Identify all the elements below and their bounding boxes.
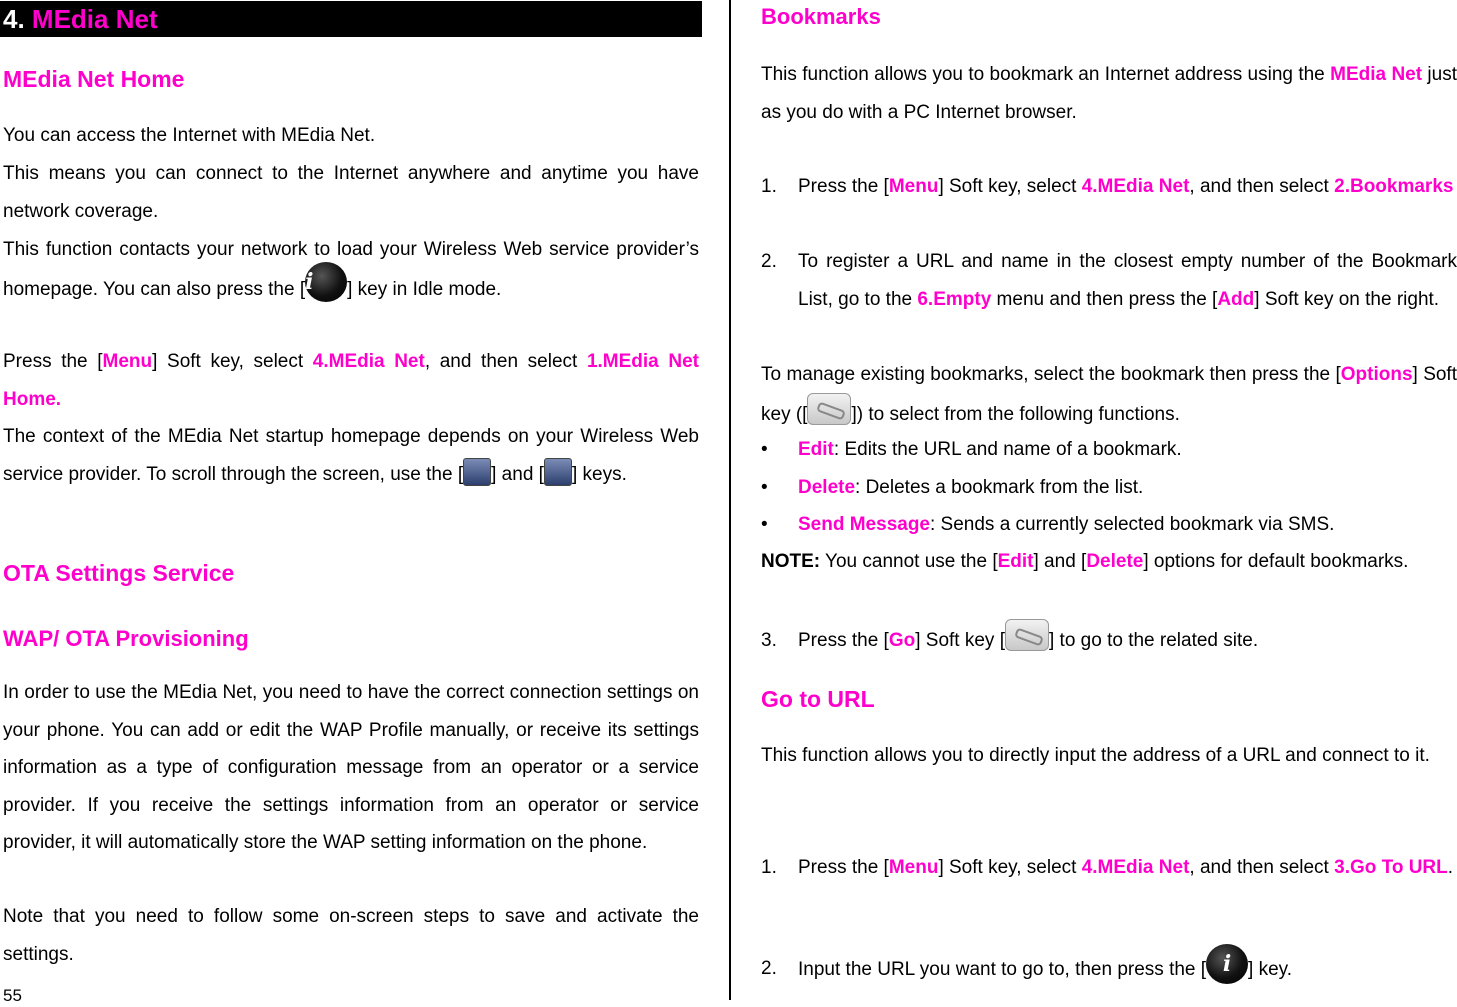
options-soft-key-icon: [807, 393, 851, 425]
wap-paragraph-2: Note that you need to follow some on-screen steps to save and activate the settings.: [3, 906, 699, 965]
scroll-down-key-icon: [544, 458, 572, 486]
go-soft-key-icon: [1005, 619, 1049, 651]
chapter-number: 4.: [3, 4, 25, 34]
url-intro: This function allows you to directly input the address of a URL and connect to it.: [761, 745, 1430, 766]
bookmarks-intro: This function allows you to bookmark an Internet address using the MEdia Net just as you do with a PC Internet browser.: [761, 64, 1457, 123]
chapter-title: MEdia Net: [31, 4, 158, 34]
chapter-title-bar: [0, 1, 702, 37]
home-paragraph-5: The context of the MEdia Net startup homepage depends on your Wireless Web service provider. To scroll through the screen, use the [ ] and [ ] keys.: [3, 426, 699, 485]
wap-paragraph-1: In order to use the MEdia Net, you need to have the correct connection settings on your phone. You can add or edit the WAP Profile manually, or receive its settings information as a type of configuration message from an operator or a service provider. If you receive the settings information from an operator or service provider, it will automatically store the WAP setting information on the phone.: [3, 682, 699, 853]
section-heading-bookmarks: Bookmarks: [761, 4, 881, 29]
info-key-icon: i: [1206, 944, 1248, 984]
column-divider: [729, 0, 731, 1000]
section-heading-ota: OTA Settings Service: [3, 560, 235, 586]
bookmarks-manage: To manage existing bookmarks, select the bookmark then press the [Options] Soft key ([ ]) to select from the following functions.: [761, 364, 1457, 425]
home-paragraph-1: You can access the Internet with MEdia Net.: [3, 125, 376, 146]
home-paragraph-3: This function contacts your network to load your Wireless Web service provider’s homepage. You can also press the [i ] key in Idle mode.: [3, 239, 699, 301]
note-paragraph: NOTE: You cannot use the [Edit] and [Delete] options for default bookmarks.: [761, 551, 1409, 572]
info-key-icon: i: [305, 262, 347, 302]
subsection-heading-wap: WAP/ OTA Provisioning: [3, 626, 249, 651]
section-heading-home: MEdia Net Home: [3, 66, 185, 92]
home-paragraph-4: Press the [Menu] Soft key, select 4.MEdia Net, and then select 1.MEdia Net Home.: [3, 351, 699, 410]
section-heading-go-to-url: Go to URL: [761, 686, 875, 712]
page-number: 55: [3, 986, 22, 1005]
home-paragraph-2: This means you can connect to the Internet anywhere and anytime you have network coverage.: [3, 163, 699, 222]
scroll-up-key-icon: [463, 458, 491, 486]
